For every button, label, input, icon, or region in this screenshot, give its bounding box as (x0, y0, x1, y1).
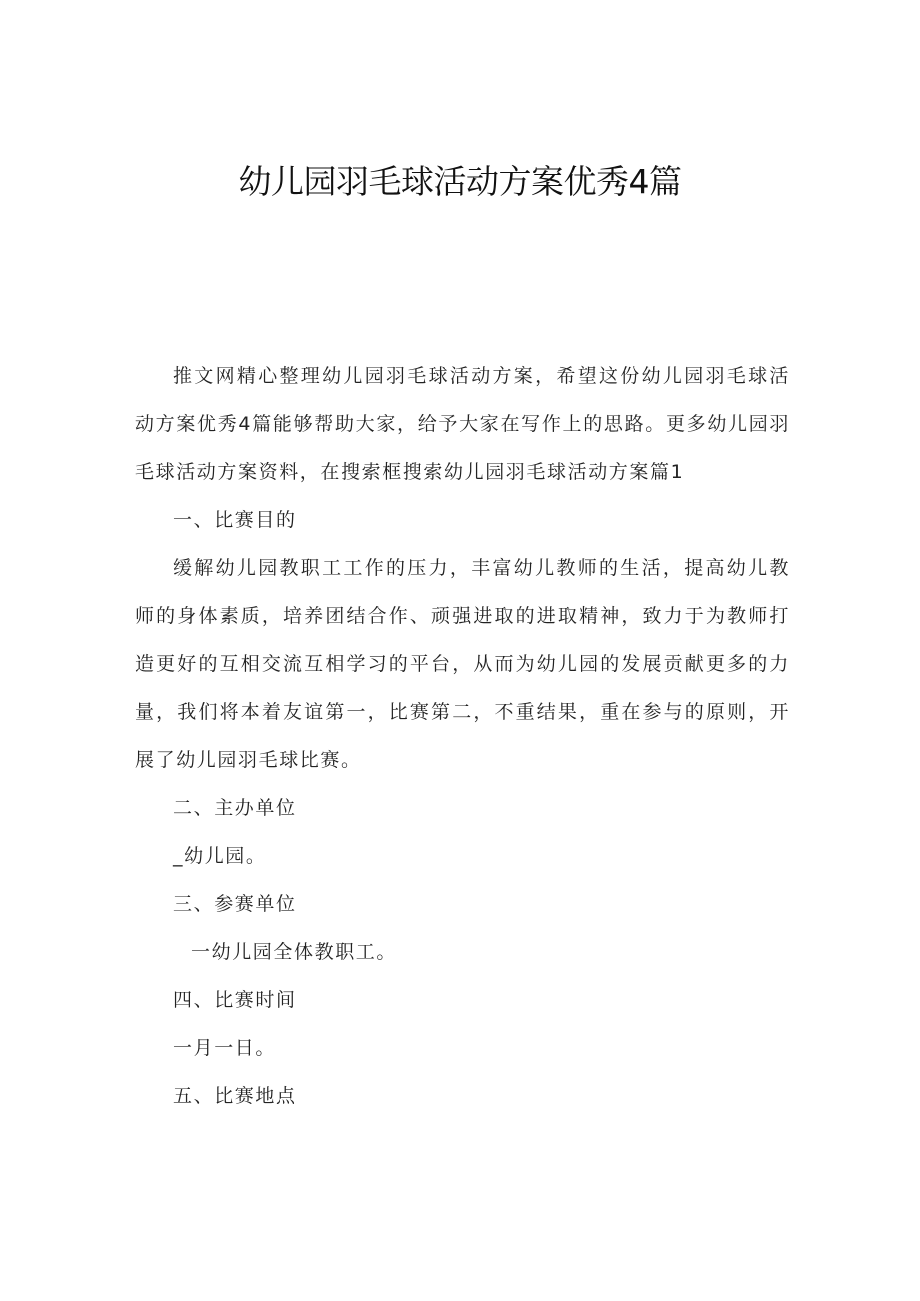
section-body-organizer: _幼儿园。 (173, 845, 267, 867)
intro-paragraph: 推文网精心整理幼儿园羽毛球活动方案，希望这份幼儿园羽毛球活动方案优秀4篇能够帮助大家，给予大家在写作上的思路。更多幼儿园羽毛球活动方案资料，在搜索框搜索幼儿园羽毛球活动方案篇1 (135, 365, 790, 483)
section-heading-purpose: 一、比赛目的 (173, 509, 297, 531)
section-heading-time: 四、比赛时间 (173, 989, 297, 1011)
document-title: 幼儿园羽毛球活动方案优秀4篇 (238, 162, 682, 201)
section-heading-participants: 三、参赛单位 (173, 893, 297, 915)
section-heading-location: 五、比赛地点 (173, 1085, 297, 1107)
section-body-participants: 一幼儿园全体教职工。 (191, 941, 398, 963)
section-heading-organizer: 二、主办单位 (173, 797, 297, 819)
section-body-purpose: 缓解幼儿园教职工工作的压力，丰富幼儿教师的生活，提高幼儿教师的身体素质，培养团结合作、顽强进取的进取精神，致力于为教师打造更好的互相交流互相学习的平台，从而为幼儿园的发展贡献更多的力量，我们将本着友谊第一，比赛第二，不重结果，重在参与的原则，开展了幼儿园羽毛球比赛。 (135, 557, 790, 771)
document-body (135, 352, 790, 1120)
section-body-time: 一月一日。 (173, 1037, 277, 1059)
